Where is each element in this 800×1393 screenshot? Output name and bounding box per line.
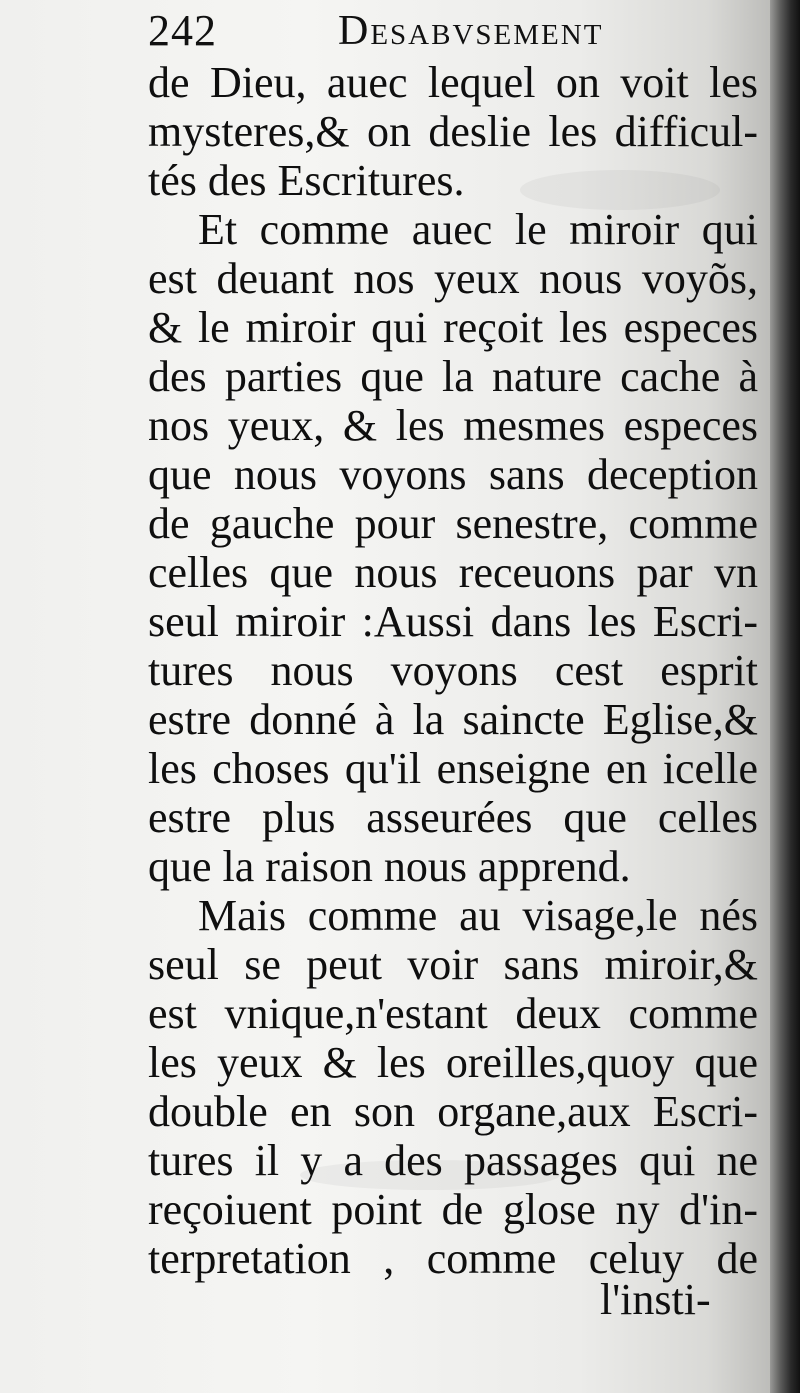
page-header: [148, 6, 768, 56]
text-line: tés des Escritures.: [148, 156, 465, 205]
text-line: estre plus asseurées que celles: [148, 793, 758, 842]
text-line: de gauche pour senestre, comme: [148, 499, 758, 548]
text-line: tures nous voyons cest esprit: [148, 646, 758, 695]
text-line: les yeux & les oreilles,quoy que: [148, 1038, 758, 1087]
text-line: les choses qu'il enseigne en icelle: [148, 744, 758, 793]
running-head: Desabvsement: [338, 8, 604, 54]
text-line: Et comme auec le miroir qui: [198, 205, 758, 254]
text-line: reçoiuent point de glose ny d'in-: [148, 1185, 758, 1234]
book-gutter: [770, 0, 800, 1393]
text-line: est deuant nos yeux nous voyõs,: [148, 254, 758, 303]
text-line: mysteres,& on deslie les difficul-: [148, 107, 758, 156]
text-line: nos yeux, & les mesmes especes: [148, 401, 758, 450]
body-text: [148, 58, 758, 1283]
catchword: l'insti-: [600, 1275, 711, 1324]
page-number: 242: [148, 6, 217, 55]
text-line: que la raison nous apprend.: [148, 842, 631, 891]
text-line: tures il y a des passages qui ne: [148, 1136, 758, 1185]
text-line: seul se peut voir sans miroir,&: [148, 940, 758, 989]
text-line: & le miroir qui reçoit les especes: [148, 303, 758, 352]
text-line: terpretation , comme celuy de: [148, 1234, 758, 1283]
text-line: de Dieu, auec lequel on voit les: [148, 58, 758, 107]
text-line: celles que nous receuons par vn: [148, 548, 758, 597]
text-line: estre donné à la saincte Eglise,&: [148, 695, 758, 744]
text-line: est vnique,n'estant deux comme: [148, 989, 758, 1038]
text-line: des parties que la nature cache à: [148, 352, 758, 401]
text-line: Mais comme au visage,le nés: [198, 891, 758, 940]
text-line: seul miroir :Aussi dans les Escri-: [148, 597, 758, 646]
text-line: double en son organe,aux Escri-: [148, 1087, 758, 1136]
text-line: que nous voyons sans deception: [148, 450, 758, 499]
